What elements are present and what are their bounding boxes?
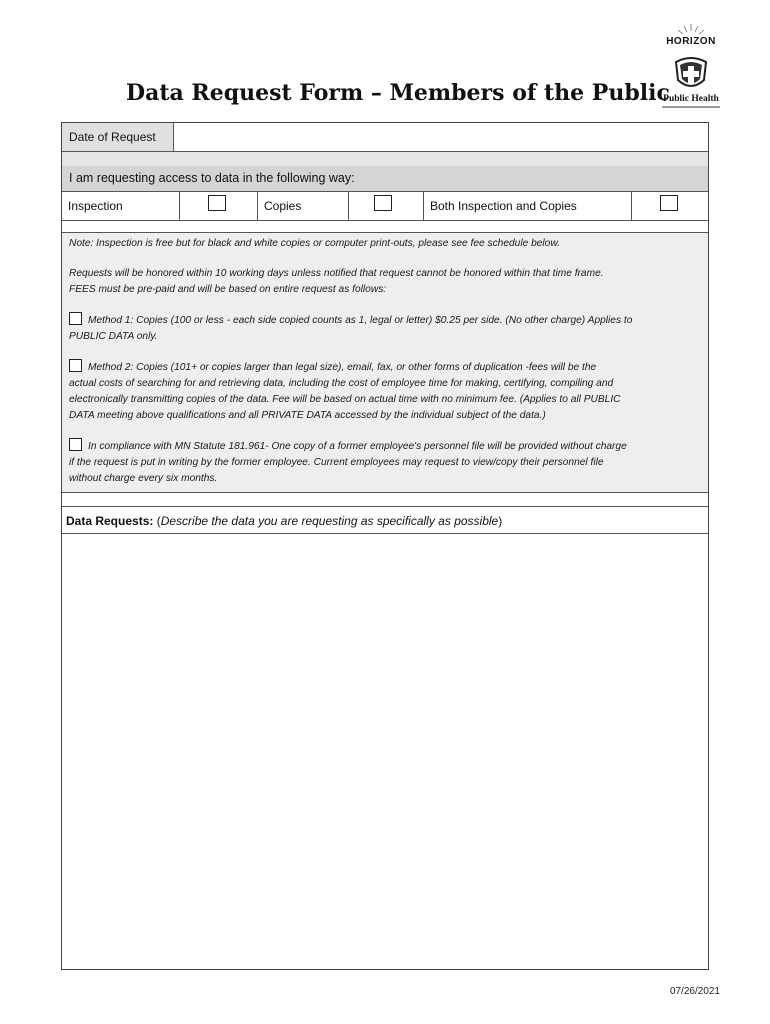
statute-text-line1: In compliance with MN Statute 181.961- One copy of a former employee's personnel file will be provided without charge [88, 441, 627, 452]
date-of-request-label: Date of Request [62, 123, 174, 151]
spacer-band [62, 152, 708, 166]
option-copies-label: Copies [258, 192, 349, 220]
data-requests-textarea[interactable] [62, 534, 708, 969]
spacer-band [62, 221, 708, 232]
requests-text-line2: FEES must be pre-paid and will be based on entire request as follows: [69, 284, 387, 295]
method2-text-line2: actual costs of searching for and retrieving data, including the cost of employee time for making, certifying, compiling and [69, 378, 614, 389]
method1-text-line2: PUBLIC DATA only. [69, 331, 158, 342]
method2-text-line3: electronically transmitting copies of the data. Fee will be based on actual time with no minimum fee. (Applies to all PUBLIC [69, 394, 621, 405]
option-both-label: Both Inspection and Copies [424, 192, 632, 220]
method1-text-line1: Method 1: Copies (100 or less - each side copied counts as 1, legal or letter) $0.25 per side. (No other charge) Applies to [88, 315, 633, 326]
horizon-public-health-logo [656, 22, 726, 112]
option-inspection-label: Inspection [62, 192, 180, 220]
access-section-header: I am requesting access to data in the following way: [62, 166, 708, 191]
access-options-row [62, 191, 708, 221]
method2-text-line1: Method 2: Copies (101+ or copies larger than legal size), email, fax, or other forms of duplication -fees will be the [88, 362, 597, 373]
both-checkbox[interactable] [660, 195, 678, 211]
open-paren: ( [156, 514, 161, 528]
fee-notes [62, 232, 708, 492]
date-of-request-field[interactable] [174, 123, 708, 151]
logo-public-health-text: Public Health [663, 94, 719, 104]
option-copies-cell [349, 192, 424, 220]
method2-checkbox[interactable] [69, 359, 82, 372]
method1-checkbox[interactable] [69, 312, 82, 325]
shield-cross-icon [656, 50, 726, 98]
data-requests-label: Data Requests: [66, 514, 154, 528]
logo-tagline [662, 106, 720, 108]
copies-checkbox[interactable] [374, 195, 392, 211]
method2-text-line4: DATA meeting above qualifications and all PRIVATE DATA accessed by the individual subject of the data.) [69, 410, 546, 421]
data-requests-instruction: Describe the data you are requesting as specifically as possible [160, 514, 499, 528]
divider [62, 492, 708, 493]
data-requests-header [62, 506, 708, 534]
option-inspection-cell [180, 192, 258, 220]
statute-text-line3: without charge every six months. [69, 473, 218, 484]
statute-text-line2: if the request is put in writing by the former employee. Current employees may request to view/copy their personnel file [69, 457, 604, 468]
option-both-cell [632, 192, 708, 220]
close-paren: ) [498, 514, 503, 528]
requests-text-line1: Requests will be honored within 10 working days unless notified that request cannot be honored within that time frame. [69, 268, 604, 279]
data-request-form [61, 122, 709, 970]
statute-checkbox[interactable] [69, 438, 82, 451]
inspection-checkbox[interactable] [208, 195, 226, 211]
page-title: Data Request Form – Members of the Public [126, 80, 670, 106]
revision-date: 07/26/2021 [669, 986, 720, 997]
note-text: Note: Inspection is free but for black and white copies or computer print-outs, please see fee schedule below. [69, 238, 560, 249]
logo-horizon-text: HORIZON [666, 36, 716, 47]
